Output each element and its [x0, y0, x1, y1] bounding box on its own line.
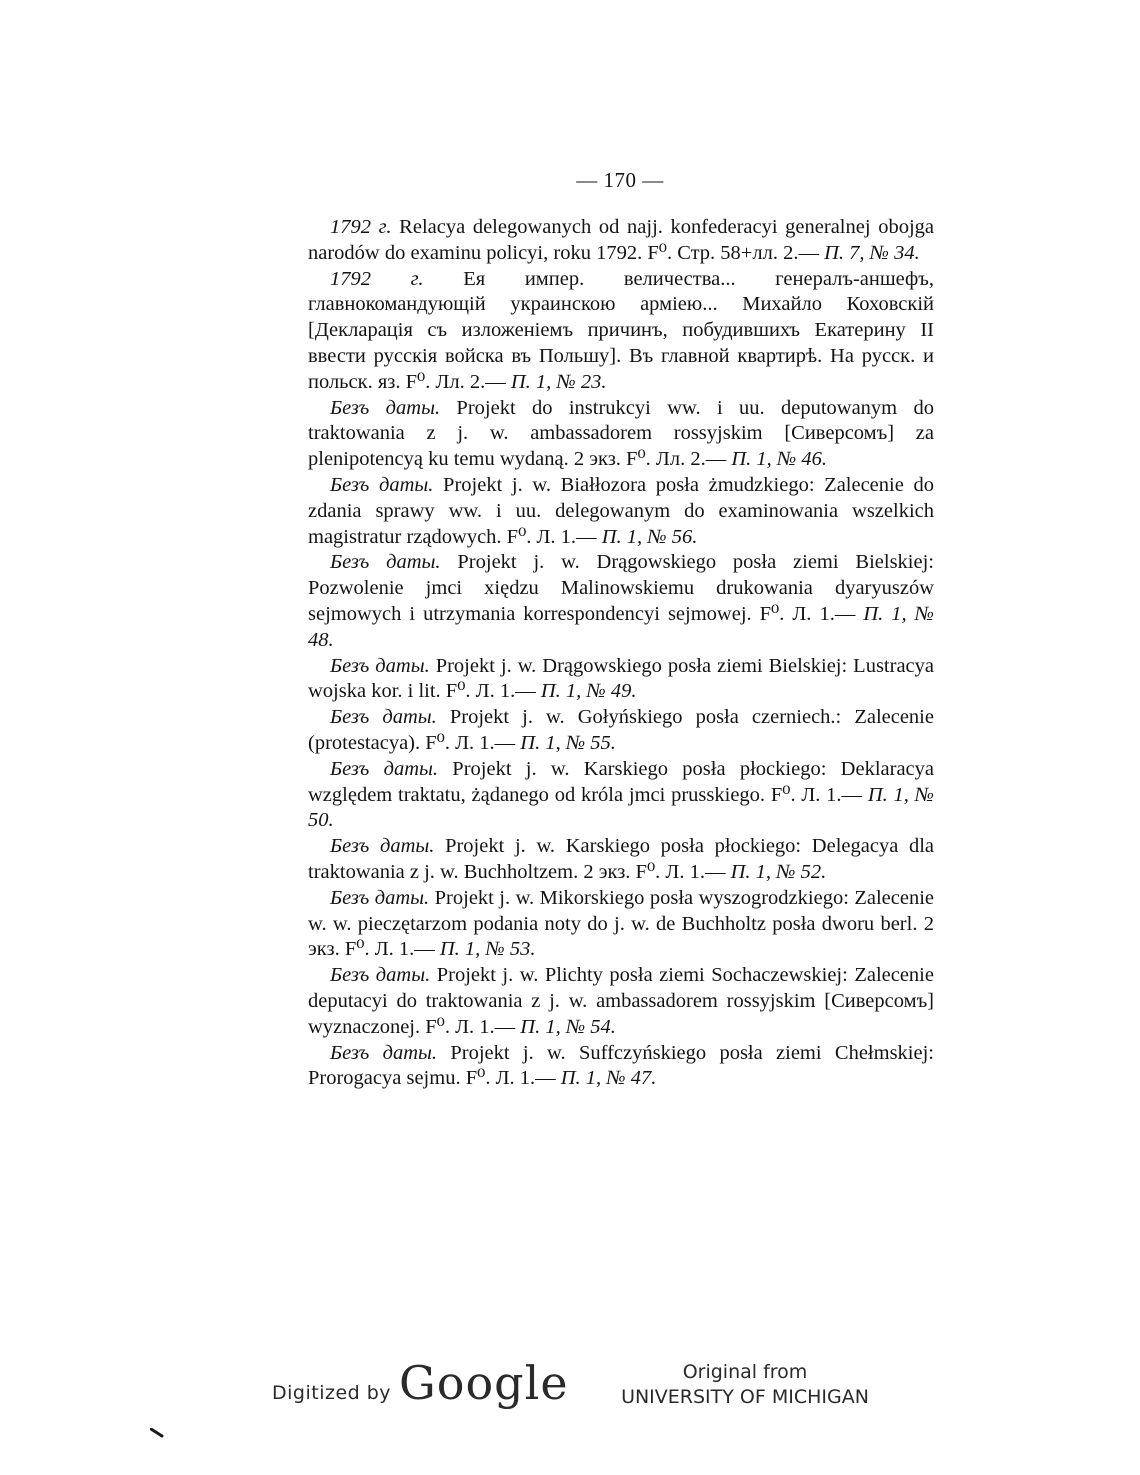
entry-ref: П. 1, № 50.	[308, 783, 935, 832]
entry-body: Projekt j. w. Mikorskiego posła wyszogrodzkiego: Zalecenie w. w. pieczętarzom podania noty do j. w. de Buchholtz posła dworu berl. 2 экз. F⁰. Л. 1.—	[308, 886, 934, 961]
entry-body: Projekt j. w. Białłozora posła żmudzkiego: Zalecenie do zdania sprawy ww. i uu. delegowanym do examinowania wszelkich magistratur rządowych. F⁰. Л. 1.—	[308, 473, 934, 548]
entry-date: Безъ даты.	[330, 886, 430, 909]
scan-artifact-mark	[150, 1428, 164, 1438]
catalog-entry	[308, 654, 934, 706]
entry-body: Projekt j. w. Drągowskiego posła ziemi Bielskiej: Pozwolenie jmci xiędzu Malinowskiemu drukowania dyaryuszów sejmowych i utrzymania korrespondencyi sejmowej. F⁰. Л. 1.—	[308, 551, 934, 625]
entry-ref: П. 1, № 49.	[540, 680, 637, 703]
entry-date: Безъ даты.	[330, 654, 430, 677]
entry-date: Безъ даты.	[330, 706, 437, 729]
entry-ref: П. 1, № 53.	[439, 938, 536, 961]
entry-date: Безъ даты.	[330, 757, 439, 780]
entry-date: Безъ даты.	[330, 835, 435, 858]
entry-date: Безъ даты.	[330, 473, 434, 496]
entry-ref: П. 1, № 47.	[560, 1067, 657, 1090]
entry-ref: П. 1, № 46.	[731, 448, 827, 471]
entry-ref: П. 1, № 52.	[730, 860, 827, 883]
google-logo: Google	[399, 1356, 569, 1410]
entry-body: Projekt j. w. Karskiego posła płockiego: Deklaracya względem traktatu, żądanego od króla jmci prusskiego. F⁰. Л. 1.—	[308, 757, 934, 806]
catalog-entry	[308, 215, 934, 267]
entry-body: Relacya delegowanych od najj. konfederacyi generalnej obojga narodów do examinu policyi, roku 1792. F⁰. Стр. 58+лл. 2.—	[308, 216, 934, 264]
entry-date: Безъ даты.	[330, 551, 441, 574]
entry-date: Безъ даты.	[330, 964, 431, 987]
digitized-by-label: Digitized by	[272, 1382, 392, 1404]
catalog-entry	[308, 886, 934, 963]
entry-body: Projekt do instrukcyi ww. i uu. deputowanym do traktowania z j. w. ambassadorem rossyjskim [Сиверсомъ] za plenipotencyą ku temu wydaną. 2 экз. F⁰. Лл. 2.—	[308, 396, 934, 471]
digitized-by-google-watermark	[272, 1356, 569, 1416]
catalog-entry	[308, 396, 934, 473]
entry-ref: П. 1, № 54.	[520, 1015, 616, 1038]
catalog-entry	[308, 473, 934, 550]
entry-body: Projekt j. w. Suffczyńskiego posła ziemi Chełmskiej: Prorogacya sejmu. F⁰. Л. 1.—	[308, 1041, 934, 1090]
catalog-entry	[308, 1041, 934, 1093]
entry-body: Projekt j. w. Plichty posła ziemi Sochaczewskiej: Zalecenie deputacyi do traktowania z j. w. ambassadorem rossyjskim [Сиверсомъ] wyznaczonej. F⁰. Л. 1.—	[308, 964, 934, 1038]
entry-ref: П. 7, № 34.	[824, 241, 920, 264]
catalog-entry	[308, 550, 934, 653]
entry-body: Projekt j. w. Drągowskiego posła ziemi Bielskiej: Lustracya wojska kor. i lit. F⁰. Л. 1.—	[308, 654, 934, 703]
entry-ref: П. 1, № 48.	[308, 602, 934, 651]
entry-ref: П. 1, № 55.	[520, 731, 616, 754]
entry-body: Ея импер. величества... генералъ-аншефъ, главнокомандующій украинскою арміею... Михайло Коховскій [Декларація съ изложеніемъ причинъ, побудившихъ Екатерину II ввести русскія войска въ Польшу]. Въ главной квартирѣ. На русск. и польск. яз. F⁰. Лл. 2.—	[308, 267, 934, 393]
original-source-watermark	[600, 1360, 890, 1410]
catalog-entry	[308, 705, 934, 757]
entry-date: 1792 г.	[330, 216, 392, 238]
catalog-entry	[308, 757, 934, 834]
entry-ref: П. 1, № 23.	[510, 370, 607, 393]
entry-ref: П. 1, № 56.	[601, 525, 698, 548]
university-label: UNIVERSITY OF MICHIGAN	[621, 1386, 869, 1408]
catalog-entry	[308, 834, 934, 886]
entry-date: Безъ даты.	[330, 396, 441, 419]
catalog-entry	[308, 267, 934, 396]
entry-date: 1792 г.	[330, 267, 424, 290]
page-number: — 170 —	[576, 168, 664, 192]
entry-body: Projekt j. w. Gołyńskiego posła czerniech.: Zalecenie (protestacya). F⁰. Л. 1.—	[308, 706, 934, 754]
original-from-label: Original from	[682, 1361, 808, 1383]
entry-date: Безъ даты.	[330, 1041, 438, 1064]
catalog-entry	[308, 963, 934, 1040]
entry-body: Projekt j. w. Karskiego posła płockiego: Delegacya dla traktowania z j. w. Buchholtzem. 2 экз. F⁰. Л. 1.—	[308, 835, 935, 883]
catalog-entries	[308, 215, 934, 1092]
